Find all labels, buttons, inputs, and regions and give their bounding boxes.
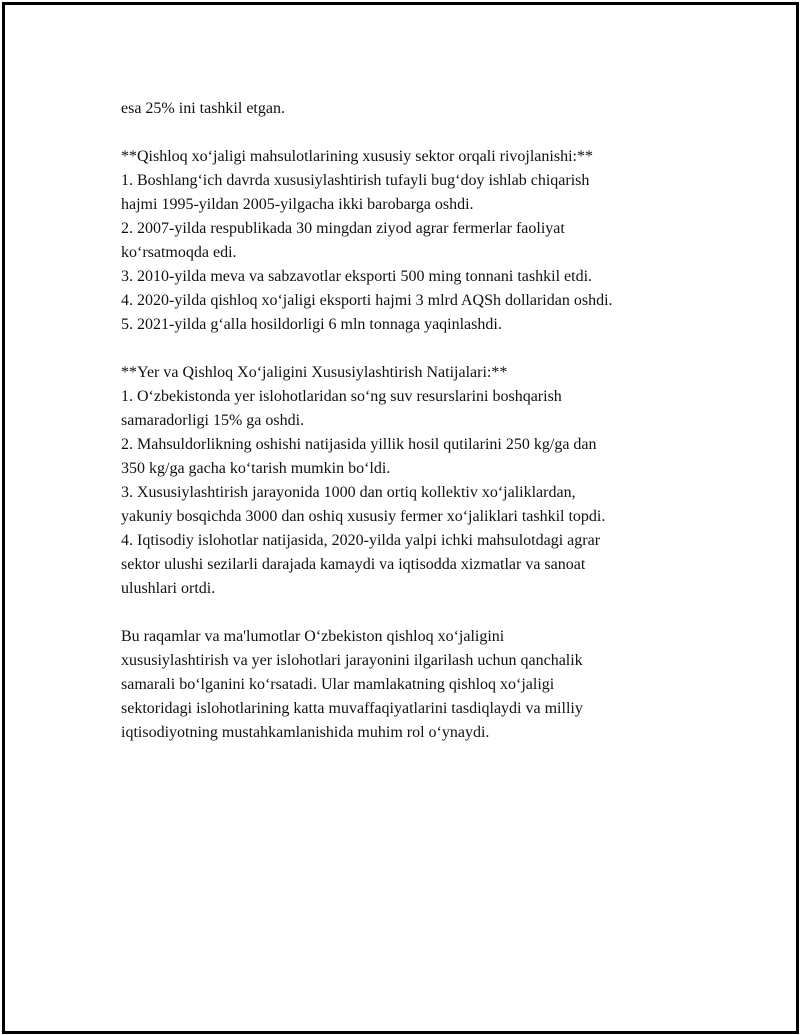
page-frame [2,2,799,1034]
conclusion-line: samarali bo‘lganini ko‘rsatadi. Ular mamlakatning qishloq xo‘jaligi [121,676,555,693]
section1-line: 5. 2021-yilda g‘alla hosildorligi 6 mln tonnaga yaqinlashdi. [121,316,502,333]
section1-heading: **Qishloq xo‘jaligi mahsulotlarining xususiy sektor orqali rivojlanishi:** [121,148,593,165]
section2-line: 2. Mahsuldorlikning oshishi natijasida yillik hosil qutilarini 250 kg/ga dan [121,436,597,453]
section2-line: 4. Iqtisodiy islohotlar natijasida, 2020-yilda yalpi ichki mahsulotdagi agrar [121,532,601,549]
section1-line: 1. Boshlang‘ich davrda xususiylashtirish tufayli bug‘doy ishlab chiqarish [121,172,590,189]
conclusion-line: sektoridagi islohotlarining katta muvaffaqiyatlarini tasdiqlaydi va milliy [121,700,583,717]
section2-line: samaradorligi 15% ga oshdi. [121,412,305,429]
section2-line: yakuniy bosqichda 3000 dan oshiq xususiy fermer xo‘jaliklari tashkil topdi. [121,508,606,525]
paragraph-gap [121,121,701,145]
conclusion-line: iqtisodiyotning mustahkamlanishida muhim rol o‘ynaydi. [121,724,490,741]
section1-line: ko‘rsatmoqda edi. [121,244,237,261]
paragraph-gap [121,337,701,361]
intro-line: esa 25% ini tashkil etgan. [121,100,285,117]
section1-line: 4. 2020-yilda qishloq xo‘jaligi eksporti hajmi 3 mlrd AQSh dollaridan oshdi. [121,292,613,309]
section1-line: hajmi 1995-yildan 2005-yilgacha ikki barobarga oshdi. [121,196,474,213]
section2-line: 1. O‘zbekistonda yer islohotlaridan so‘ng suv resurslarini boshqarish [121,388,562,405]
conclusion-line: xususiylashtirish va yer islohotlari jarayonini ilgarilash uchun qanchalik [121,652,583,669]
section2-line: 350 kg/ga gacha ko‘tarish mumkin bo‘ldi. [121,460,391,477]
document-body [121,97,701,745]
section1-line: 3. 2010-yilda meva va sabzavotlar eksporti 500 ming tonnani tashkil etdi. [121,268,593,285]
section2-line: 3. Xususiylashtirish jarayonida 1000 dan ortiq kollektiv xo‘jaliklardan, [121,484,576,501]
section2-heading: **Yer va Qishloq Xo‘jaligini Xususiylashtirish Natijalari:** [121,364,508,381]
section2-line: sektor ulushi sezilarli darajada kamaydi va iqtisodda xizmatlar va sanoat [121,556,586,573]
conclusion-line: Bu raqamlar va ma'lumotlar O‘zbekiston qishloq xo‘jaligini [121,628,505,645]
paragraph-gap [121,601,701,625]
section2-line: ulushlari ortdi. [121,580,216,597]
section1-line: 2. 2007-yilda respublikada 30 mingdan ziyod agrar fermerlar faoliyat [121,220,565,237]
